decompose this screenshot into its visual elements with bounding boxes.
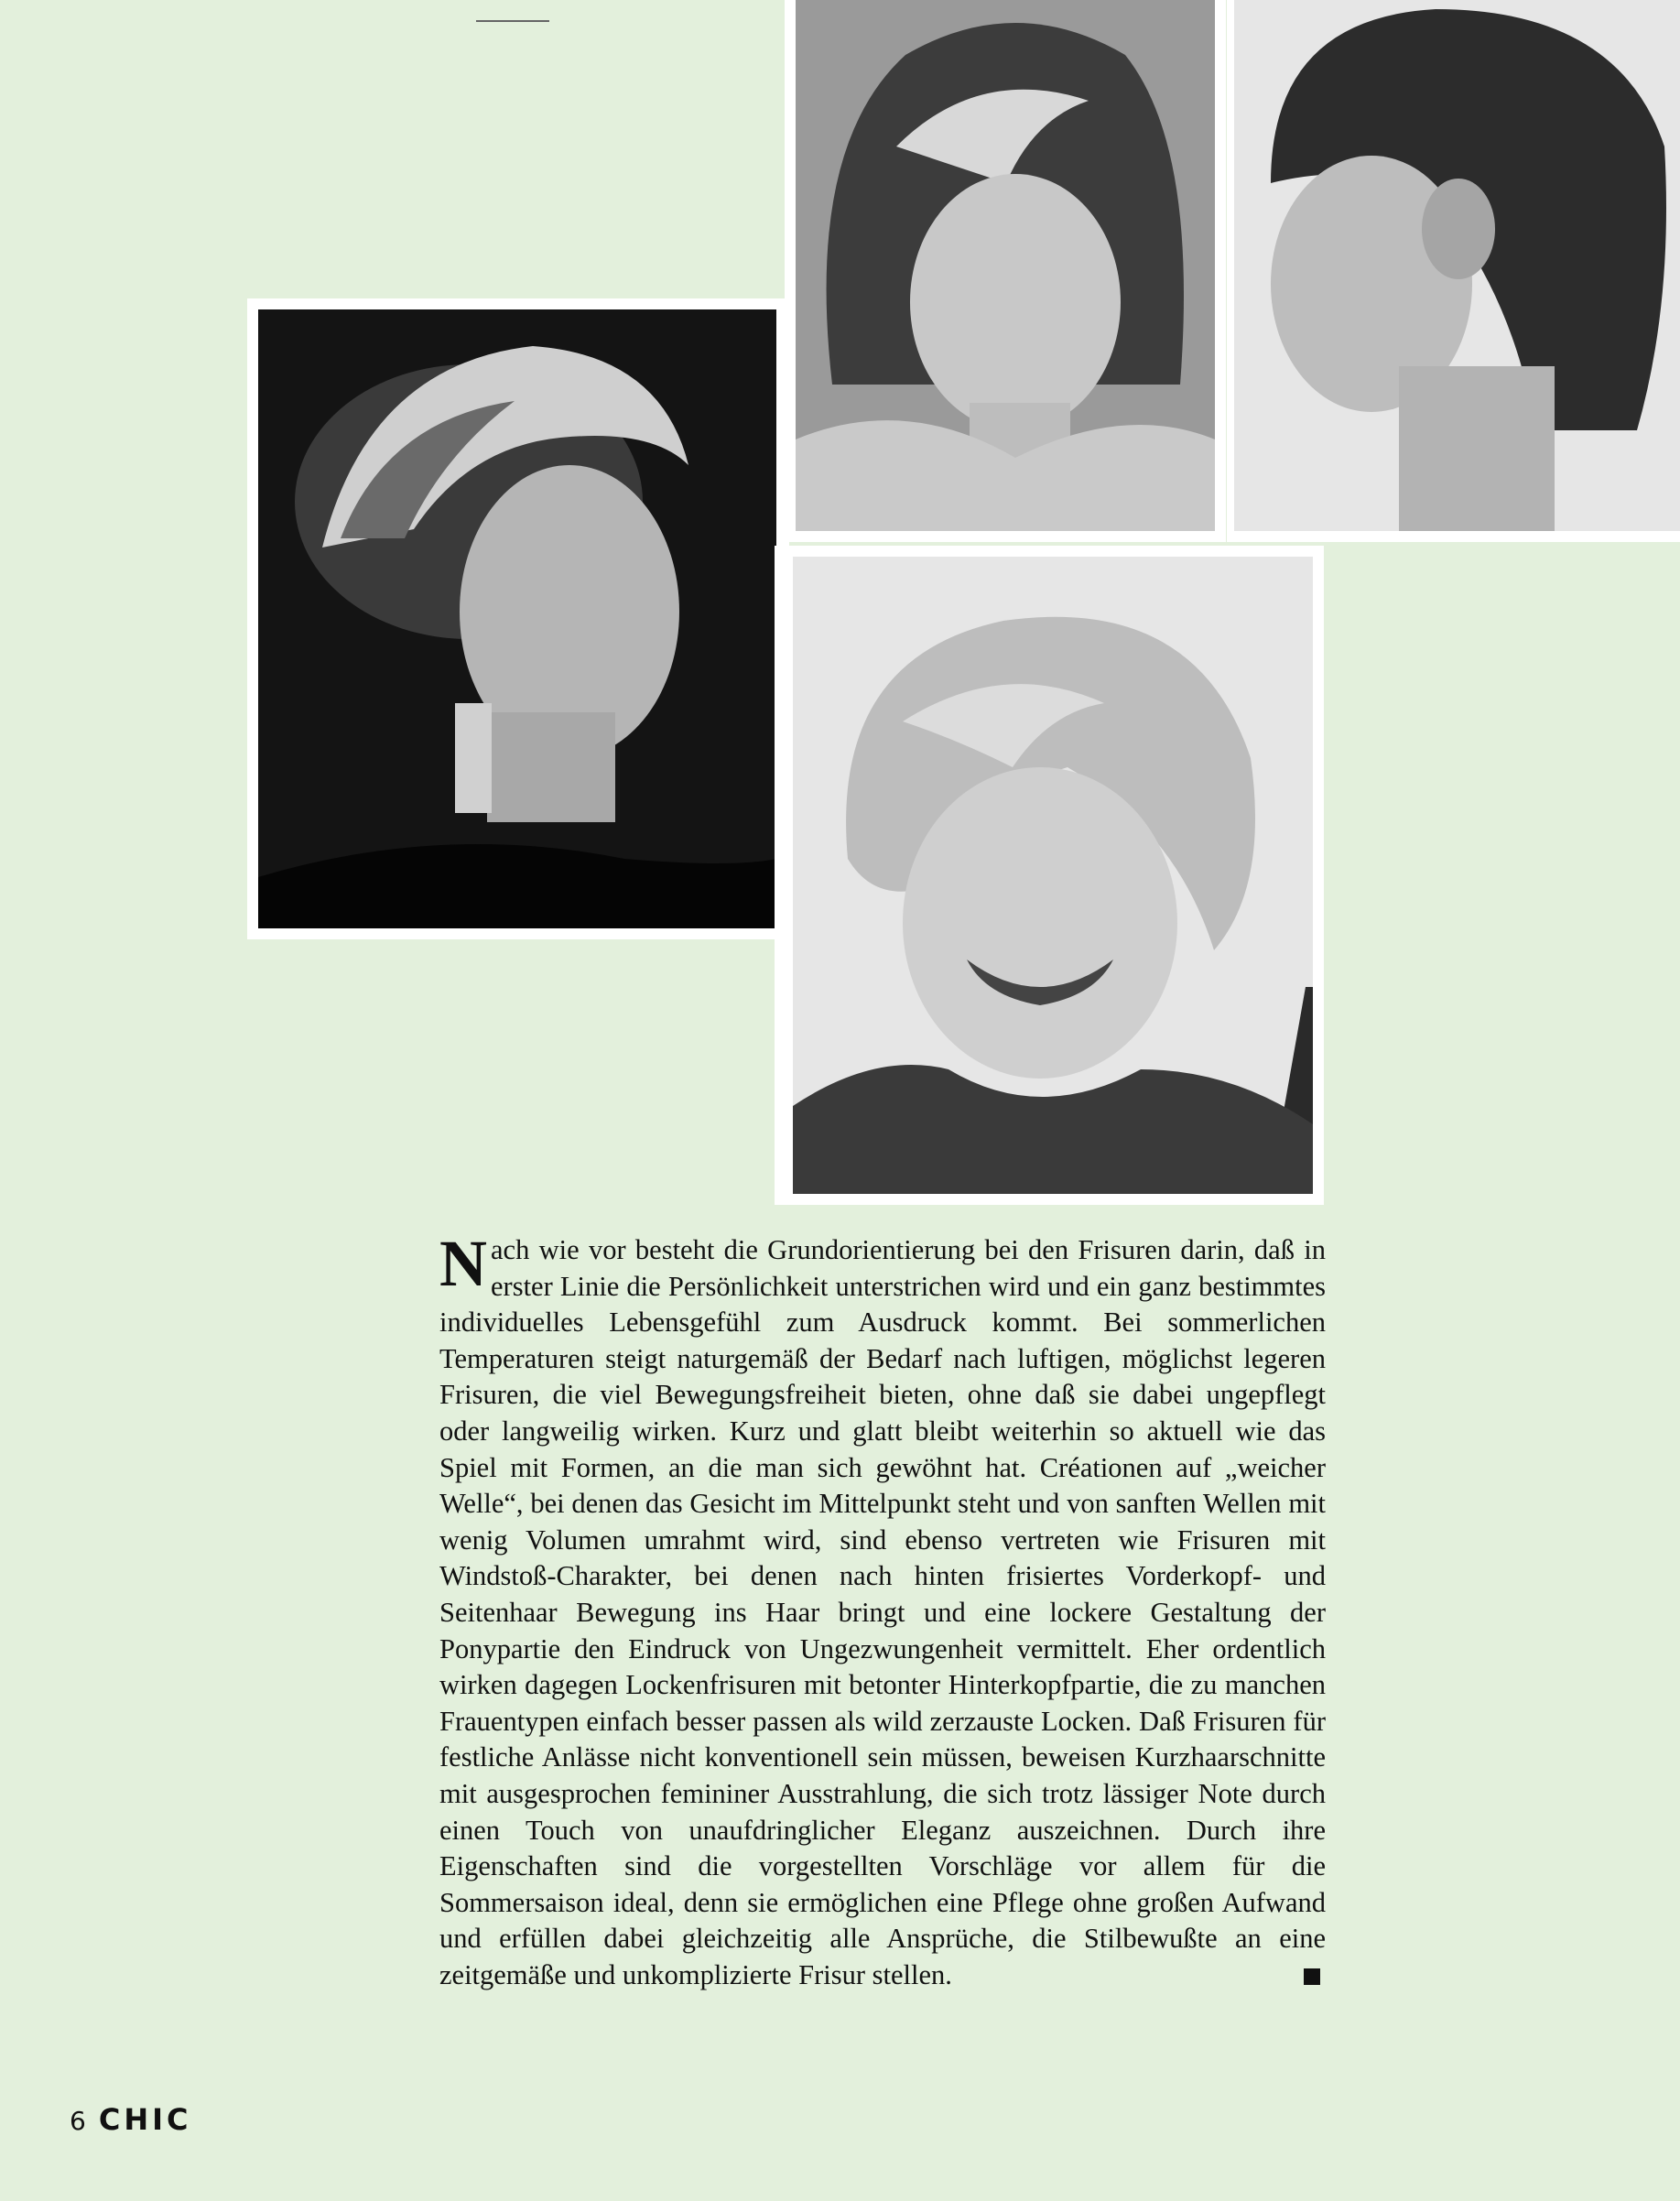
article-text: ach wie vor besteht die Grundorientierung bei den Frisuren darin, daß in erster Linie die Persönlichkeit unterstrichen wird und ein ganz bestimmtes individuelles Lebensgefühl zum Ausdruck kommt. Bei sommerlichen Temperaturen steigt naturgemäß der Bedarf nach luftigen, möglichst legeren Frisuren, die viel Bewegungsfreiheit bieten, ohne daß sie dabei ungepflegt oder langweilig wirken. Kurz und glatt bleibt weiterhin so aktuell wie das Spiel mit Formen, an die man sich gewöhnt hat. Créationen auf „weicher Welle“, bei denen das Gesicht im Mittelpunkt steht und von sanften Wellen mit wenig Volumen umrahmt wird, sind ebenso vertreten wie Frisuren mit Windstoß-Charakter, bei denen nach hinten frisiertes Vorderkopf- und Seitenhaar Bewegung ins Haar bringt und eine lockere Gestaltung der Ponypartie den Eindruck von Ungezwungenheit vermittelt. Eher ordentlich wirken dagegen Lockenfrisuren mit betonter Hinterkopfpartie, die zu manchen Frauentypen einfach besser passen als wild zerzauste Locken. Daß Frisuren für festliche Anlässe nicht konventionell sein müssen, beweisen Kurzhaarschnitte mit ausgesprochen femininer Ausstrahlung, die sich trotz lässiger Note durch einen Touch von unaufdringlicher Eleganz auszeichnen. Durch ihre Eigenschaften sind die vorgestellten Vorschläge vor allem für die Sommersaison ideal, denn sie ermöglichen eine Pflege ohne großen Aufwand und erfüllen dabei gleichzeitig alle Ansprüche, die Stilbewußte an eine zeitgemäße und unkomplizierte Frisur stellen. [439, 1234, 1326, 1990]
photo-frame-feathered-hair [785, 0, 1226, 542]
magazine-logo: CHIC [98, 2102, 192, 2137]
page-number: 6 [70, 2106, 86, 2136]
photo-short-haircut [258, 309, 776, 928]
drop-cap: N [439, 1227, 487, 1300]
photo-frame-curly-profile [1227, 0, 1680, 542]
article-body [439, 1227, 1326, 1993]
photo-curly-profile [1234, 0, 1680, 531]
print-mark [476, 20, 549, 22]
end-of-article-square-icon [1304, 1968, 1320, 1985]
page-footer [70, 2102, 191, 2137]
photo-frame-soft-waves [775, 546, 1324, 1205]
photo-frame-short-haircut [247, 298, 789, 939]
photo-soft-waves [793, 557, 1313, 1194]
photo-feathered-hair [796, 0, 1215, 531]
